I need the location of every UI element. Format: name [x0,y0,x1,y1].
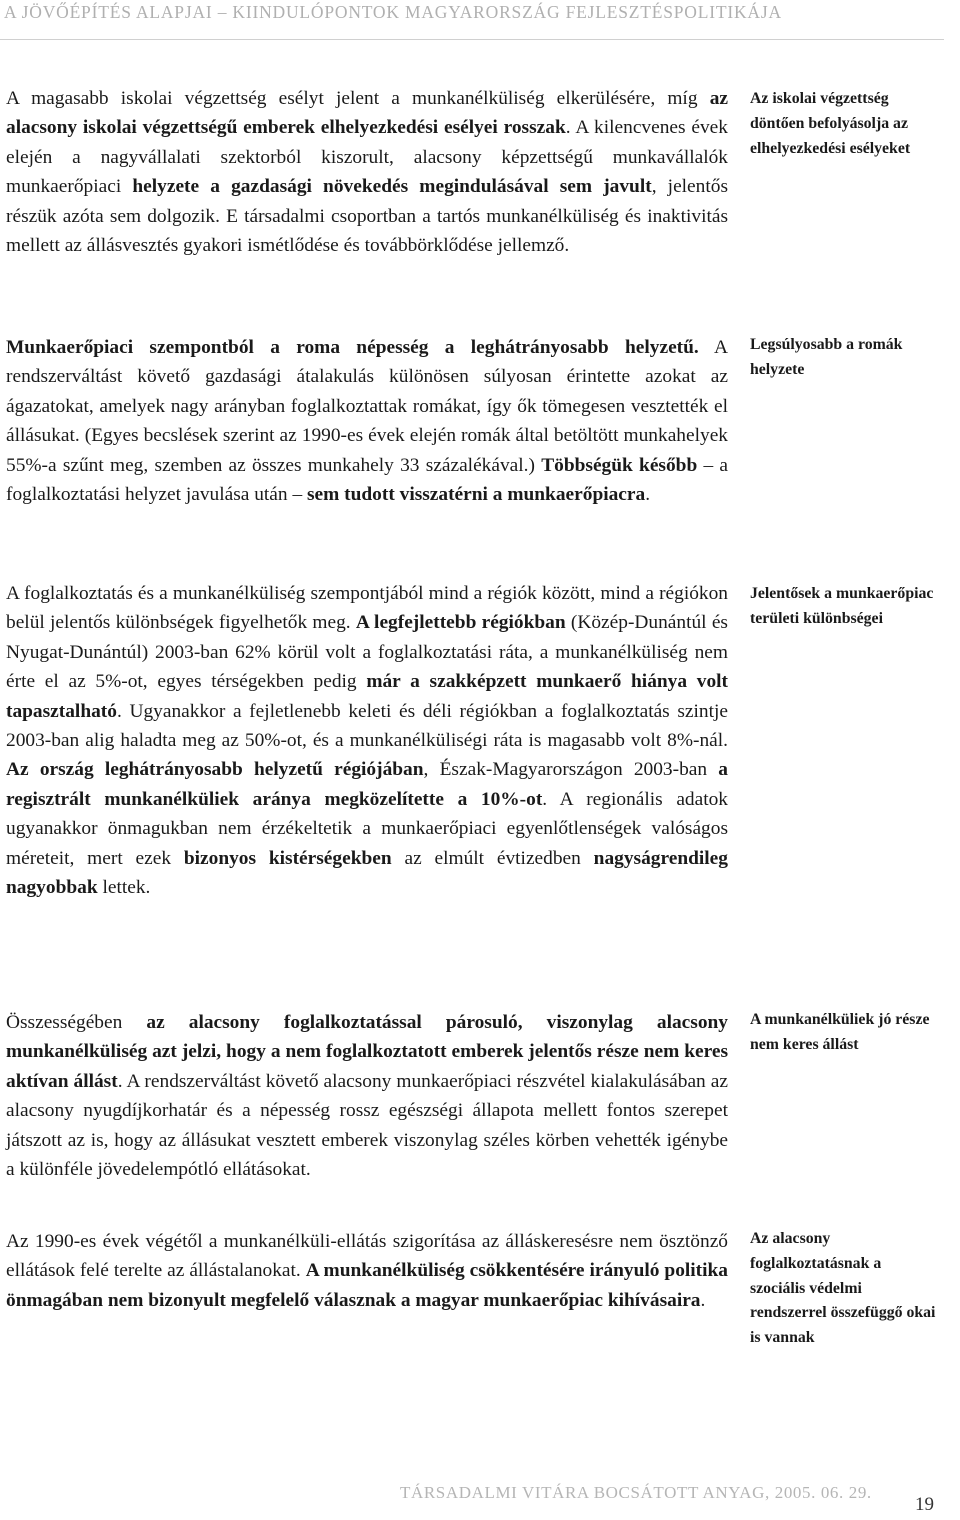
paragraph-5 [6,1227,728,1315]
paragraph-1 [6,84,728,260]
text-run: lettek. [97,877,151,899]
bold-text: az alacsony iskolai végzettségű emberek elhelyezkedési esélyei rosszak [6,88,728,139]
header-divider [0,39,944,40]
bold-text: bizonyos kistérségekben [183,847,392,869]
footer-label: TÁRSADALMI VITÁRA BOCSÁTOTT ANYAG, 2005. 06. 29. [400,1483,872,1502]
paragraph-text [6,579,728,902]
text-run: az elmúlt évtizedben [391,847,594,869]
text-run: A foglalkoztatás és a munkanélküliség szempontjából mind a régiók között, mind a régiókon belül jelentős különbségek figyelhetők meg. [6,583,728,634]
text-run: (Közép-Dunántúl és Nyugat-Dunántúl) 2003-ban 62% körül volt a foglalkoztatási ráta, a munkanélküliség nem érte el az 5%-ot, egyes térségekben pedig [6,612,728,693]
running-header: A JÖVŐÉPÍTÉS ALAPJAI – KIINDULÓPONTOK MAGYARORSZÁG FEJLESZTÉSPOLITIKÁJA [4,2,782,22]
text-run: . [645,484,651,506]
bold-text: Többségük később [541,454,698,476]
page-number: 19 [915,1494,934,1515]
text-run: Összességében [6,1012,147,1033]
bold-text: Az ország leghátrányosabb helyzetű régiójában [6,759,424,781]
text-run: . Ugyanakkor a fejletlenebb keleti és déli régiókban a foglalkoztatás szintje 2003-ban alig haladta meg az 50%-ot, és a munkanélküliségi ráta is magasabb volt 8%-nál. [6,700,728,752]
text-run: . [700,1289,706,1311]
margin-note-3: Jelentősek a munkaerőpiac területi különbségei [750,585,934,627]
paragraph-text [6,84,728,260]
bold-text: helyzete a gazdasági növekedés megindulásával sem javult [132,176,652,198]
paragraph-text [6,1008,728,1184]
margin-note-4: A munkanélküliek jó része nem keres állást [750,1011,930,1053]
paragraph-3 [6,579,728,902]
paragraph-text [6,333,728,509]
text-run: A magasabb iskolai végzettség esélyt jelent a munkanélküliség elkerülésére, míg [6,88,710,109]
text-run: . A kilencvenes évek elején a nagyvállalati szektorból kiszorult, alacsony képzettségű munkavállalók munkaerőpiaci [6,117,728,198]
margin-note-1: Az iskolai végzettség döntően befolyásolja az elhelyezkedési esélyeket [750,90,911,157]
margin-note-5: Az alacsony foglalkoztatásnak a szociális védelmi rendszerrel összefüggő okai is vannak [750,1230,936,1347]
bold-text: Munkaerőpiaci szempontból a roma népesség a leghátrányosabb helyzetű. [6,337,699,358]
text-run: . A rendszerváltást követő alacsony munkaerőpiaci részvétel kialakulásában az alacsony nyugdíjkorhatár és a népesség rossz egészségi állapota mellett fontos szerepet játszott az is, hogy az állásukat vesztett emberek viszonylag széles körben vehették igénybe a különféle jövedelempótló ellátásokat. [6,1070,728,1181]
bold-text: sem tudott visszatérni a munkaerőpiacra [306,484,646,506]
paragraph-4 [6,1008,728,1184]
margin-note-2: Legsúlyosabb a romák helyzete [750,336,903,378]
text-run: , jelentős részük azóta sem dolgozik. E társadalmi csoportban a tartós munkanélküliség és inaktivitás mellett az állásvesztés gyakori ismétlődése és továbbörklődése jellemző. [6,176,728,257]
text-run: Az 1990-es évek végétől a munkanélküli-ellátás szigorítása az álláskeresésre nem ösztönző ellátások felé terelte az állástalanokat. [6,1231,728,1282]
bold-text: A munkanélküliség csökkentésére irányuló politika önmagában nem bizonyult megfelelő válasznak a magyar munkaerőpiac kihívásaira [6,1260,728,1311]
text-run: A rendszerváltást követő gazdasági átalakulás különösen súlyosan érintette azokat az ágazatokat, amelyek nagy arányban foglalkoztattak romákat, így ők tömegesen vesztették el állásukat. (Egyes becslések szerint az 1990-es évek elején romák által betöltött munkahelyek 55%-a szűnt meg, szemben az összes munkahely 33 százalékával.) [6,337,728,476]
bold-text: az alacsony foglalkoztatással párosuló, viszonylag alacsony munkanélküliség azt jelzi, hogy a nem foglalkoztatott emberek jelentős része nem keres aktívan állást [6,1012,728,1092]
bold-text: nagyságrendileg nagyobbak [6,847,728,899]
text-run: . A regionális adatok ugyanakkor önmagukban nem érzékeltetik a munkaerőpiaci egyenlőtlenségek valóságos méreteit, mert ezek [6,788,728,869]
text-run: , Észak-Magyarországon 2003-ban [423,759,719,781]
bold-text: már a szakképzett munkaerő hiánya volt tapasztalható [6,671,729,722]
paragraph-text [6,1227,728,1315]
bold-text: a regisztrált munkanélküliek aránya megközelítette a 10%-ot [6,759,728,810]
bold-text: A legfejlettebb régiókban [355,612,566,634]
text-run: – a foglalkoztatási helyzet javulása után – [6,454,728,506]
paragraph-2 [6,333,728,509]
